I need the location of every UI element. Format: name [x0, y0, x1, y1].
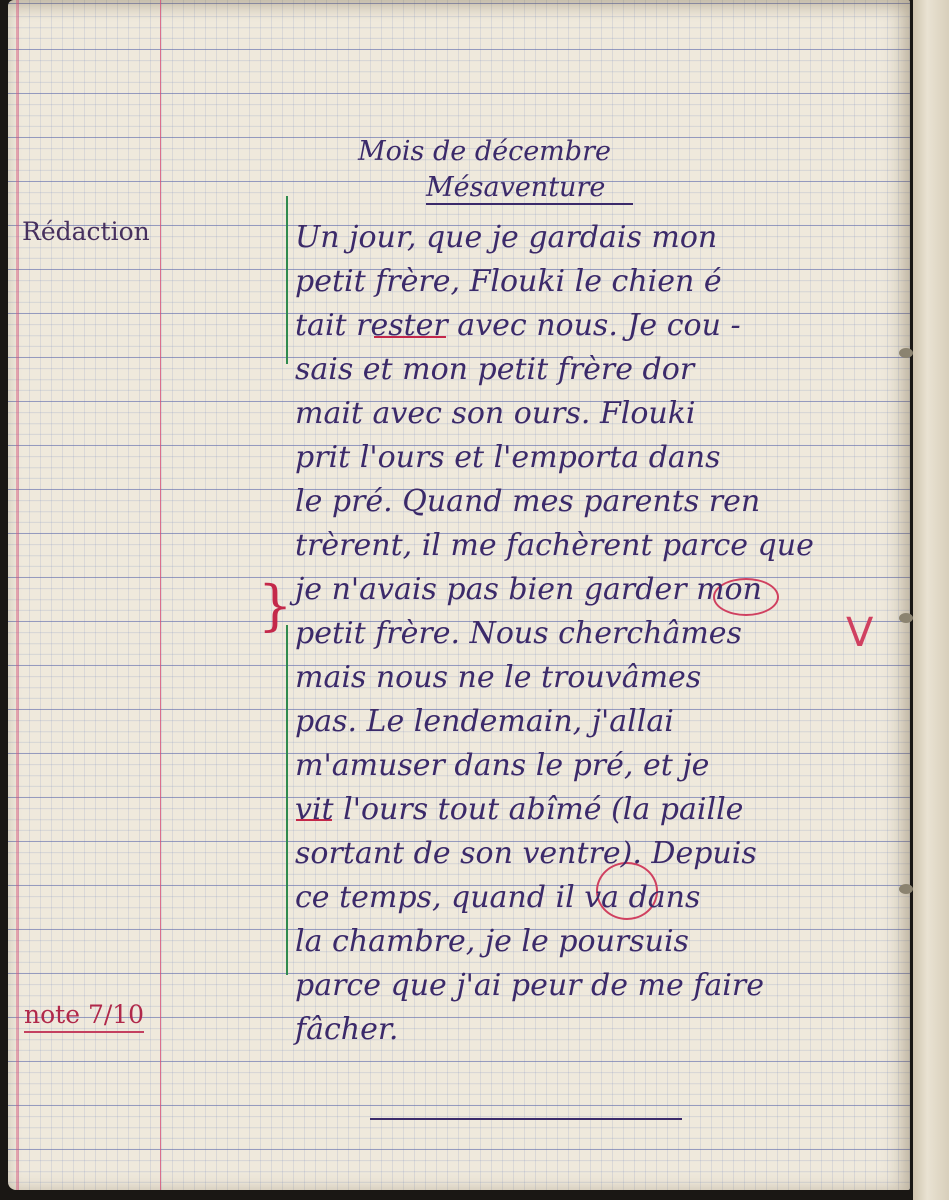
page-edge-red-line	[16, 0, 19, 1190]
text-line: m'amuser dans le pré, et je	[295, 748, 710, 783]
adjacent-page-edge	[913, 0, 949, 1200]
text-line: sais et mon petit frère dor	[295, 352, 695, 387]
binding-hole	[899, 884, 913, 894]
text-line: petit frère. Nous cherchâmes	[295, 616, 742, 651]
text-line: petit frère, Flouki le chien é	[295, 264, 722, 299]
binding-hole	[899, 613, 913, 623]
text-line: sortant de son ventre). Depuis	[295, 836, 757, 871]
grade-note: note 7/10	[24, 1000, 144, 1033]
text-line: trèrent, il me fachèrent parce que	[295, 528, 814, 563]
end-rule	[370, 1118, 682, 1120]
text-line: Un jour, que je gardais mon	[295, 220, 718, 255]
teacher-brace-mark: }	[258, 574, 293, 637]
green-margin-mark	[286, 196, 288, 364]
text-line: mais nous ne le trouvâmes	[295, 660, 702, 695]
notebook-page	[8, 0, 910, 1190]
text-line: parce que j'ai peur de me faire	[295, 968, 764, 1003]
margin-line	[160, 0, 161, 1190]
text-line: fâcher.	[295, 1012, 399, 1047]
heading-month: Mois de décembre	[358, 136, 611, 167]
text-line: la chambre, je le poursuis	[295, 924, 689, 959]
text-line: le pré. Quand mes parents ren	[295, 484, 761, 519]
text-line: mait avec son ours. Flouki	[295, 396, 696, 431]
green-margin-mark	[286, 625, 288, 975]
text-line: vit l'ours tout abîmé (la paille	[295, 792, 744, 827]
binding-hole	[899, 348, 913, 358]
text-line: prit l'ours et l'emporta dans	[295, 440, 721, 475]
margin-label-redaction: Rédaction	[22, 217, 150, 246]
heading-story-title: Mésaventure	[426, 172, 633, 205]
text-line: ce temps, quand il va dans	[295, 880, 701, 915]
composition-text	[295, 216, 905, 1052]
teacher-check-mark: V	[846, 610, 874, 656]
text-line: tait rester avec nous. Je cou -	[295, 308, 741, 343]
text-line: pas. Le lendemain, j'allai	[295, 704, 674, 739]
text-line: je n'avais pas bien garder mon	[295, 572, 762, 607]
